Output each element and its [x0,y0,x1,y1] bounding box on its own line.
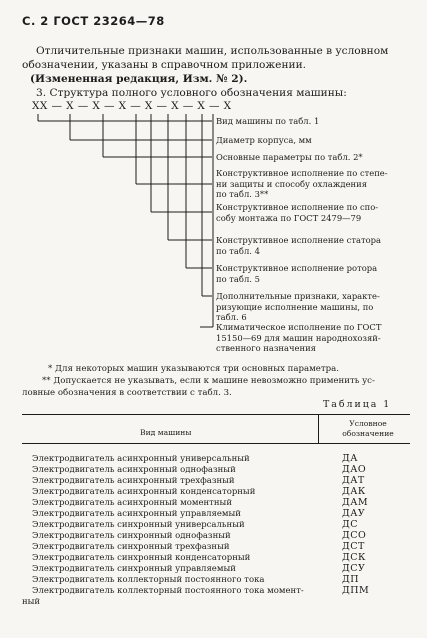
column-header: Условное обозначение [342,419,394,438]
row-code: ДСУ [342,563,366,574]
row-code: ДА [342,453,358,464]
table-header-rule [22,443,410,444]
paragraph-line: обозначении, указаны в справочном приложении. [22,59,306,71]
designation-code: XX — X — X — X — X — X — X — X [32,100,232,112]
paragraph-line: Отличительные признаки машин, использованные в условном [36,45,389,57]
structure-label: Конструктивное исполнение ротора по табл. 5 [216,263,378,284]
table-row: Электродвигатель синхронный трехфазный [32,542,230,552]
row-code: ДСТ [342,541,365,552]
row-code: ДАУ [342,508,366,519]
column-header: Вид машины [140,428,192,437]
row-code: ДС [342,519,358,530]
structure-label: Диаметр корпуса, мм [216,135,312,145]
amendment-note: (Измененная редакция, Изм. № 2). [30,73,248,85]
structure-label: Конструктивное исполнение по спо- собу монтажа по ГОСТ 2479—79 [216,202,379,223]
row-code: ДП [342,574,360,585]
structure-label: Конструктивное исполнение статора по табл. 4 [216,235,382,256]
footnote: * Для некоторых машин указываются три основных параметра. [48,364,340,374]
column-divider [318,414,319,443]
table-row: Электродвигатель коллекторный постоянного тока момент- [32,586,304,596]
table-row: Электродвигатель асинхронный моментный [32,498,232,508]
row-code: ДАМ [342,497,369,508]
table-row: Электродвигатель асинхронный конденсаторный [32,487,256,497]
table-row: Электродвигатель коллекторный постоянного тока [32,575,265,585]
structure-label: Основные параметры по табл. 2* [216,152,363,162]
row-code: ДАО [342,464,367,475]
footnote: ** Допускается не указывать, если к машине невозможно применить ус- [42,376,375,386]
structure-label: Конструктивное исполнение по степе- ни защиты и способу охлаждения по табл. 3** [216,168,388,200]
row-code: ДАК [342,486,366,497]
table-row: Электродвигатель асинхронный универсальный [32,454,250,464]
table-row-continuation: ный [22,597,41,607]
page-header: С. 2 ГОСТ 23264—78 [22,14,165,28]
structure-label: Климатическое исполнение по ГОСТ 15150—69 для машин народнохозяй- ственного назначения [216,322,382,354]
table-row: Электродвигатель асинхронный трехфазный [32,476,235,486]
row-code: ДСО [342,530,367,541]
footnote: ловные обозначения в соответствии с табл. 3. [22,388,232,398]
table-row: Электродвигатель синхронный конденсаторный [32,553,251,563]
row-code: ДПМ [342,585,370,596]
section-heading: 3. Структура полного условного обозначения машины: [36,87,347,99]
row-code: ДАТ [342,475,365,486]
table-row: Электродвигатель синхронный управляемый [32,564,236,574]
row-code: ДСК [342,552,366,563]
structure-label: Дополнительные признаки, характе- ризующие исполнение машины, по табл. 6 [216,291,380,323]
table-row: Электродвигатель асинхронный управляемый [32,509,241,519]
table-top-rule [22,414,410,415]
table-row: Электродвигатель синхронный универсальный [32,520,245,530]
table-caption: Таблица 1 [323,399,392,410]
table-row: Электродвигатель асинхронный однофазный [32,465,236,475]
structure-label: Вид машины по табл. 1 [216,116,320,126]
table-row: Электродвигатель синхронный однофазный [32,531,231,541]
